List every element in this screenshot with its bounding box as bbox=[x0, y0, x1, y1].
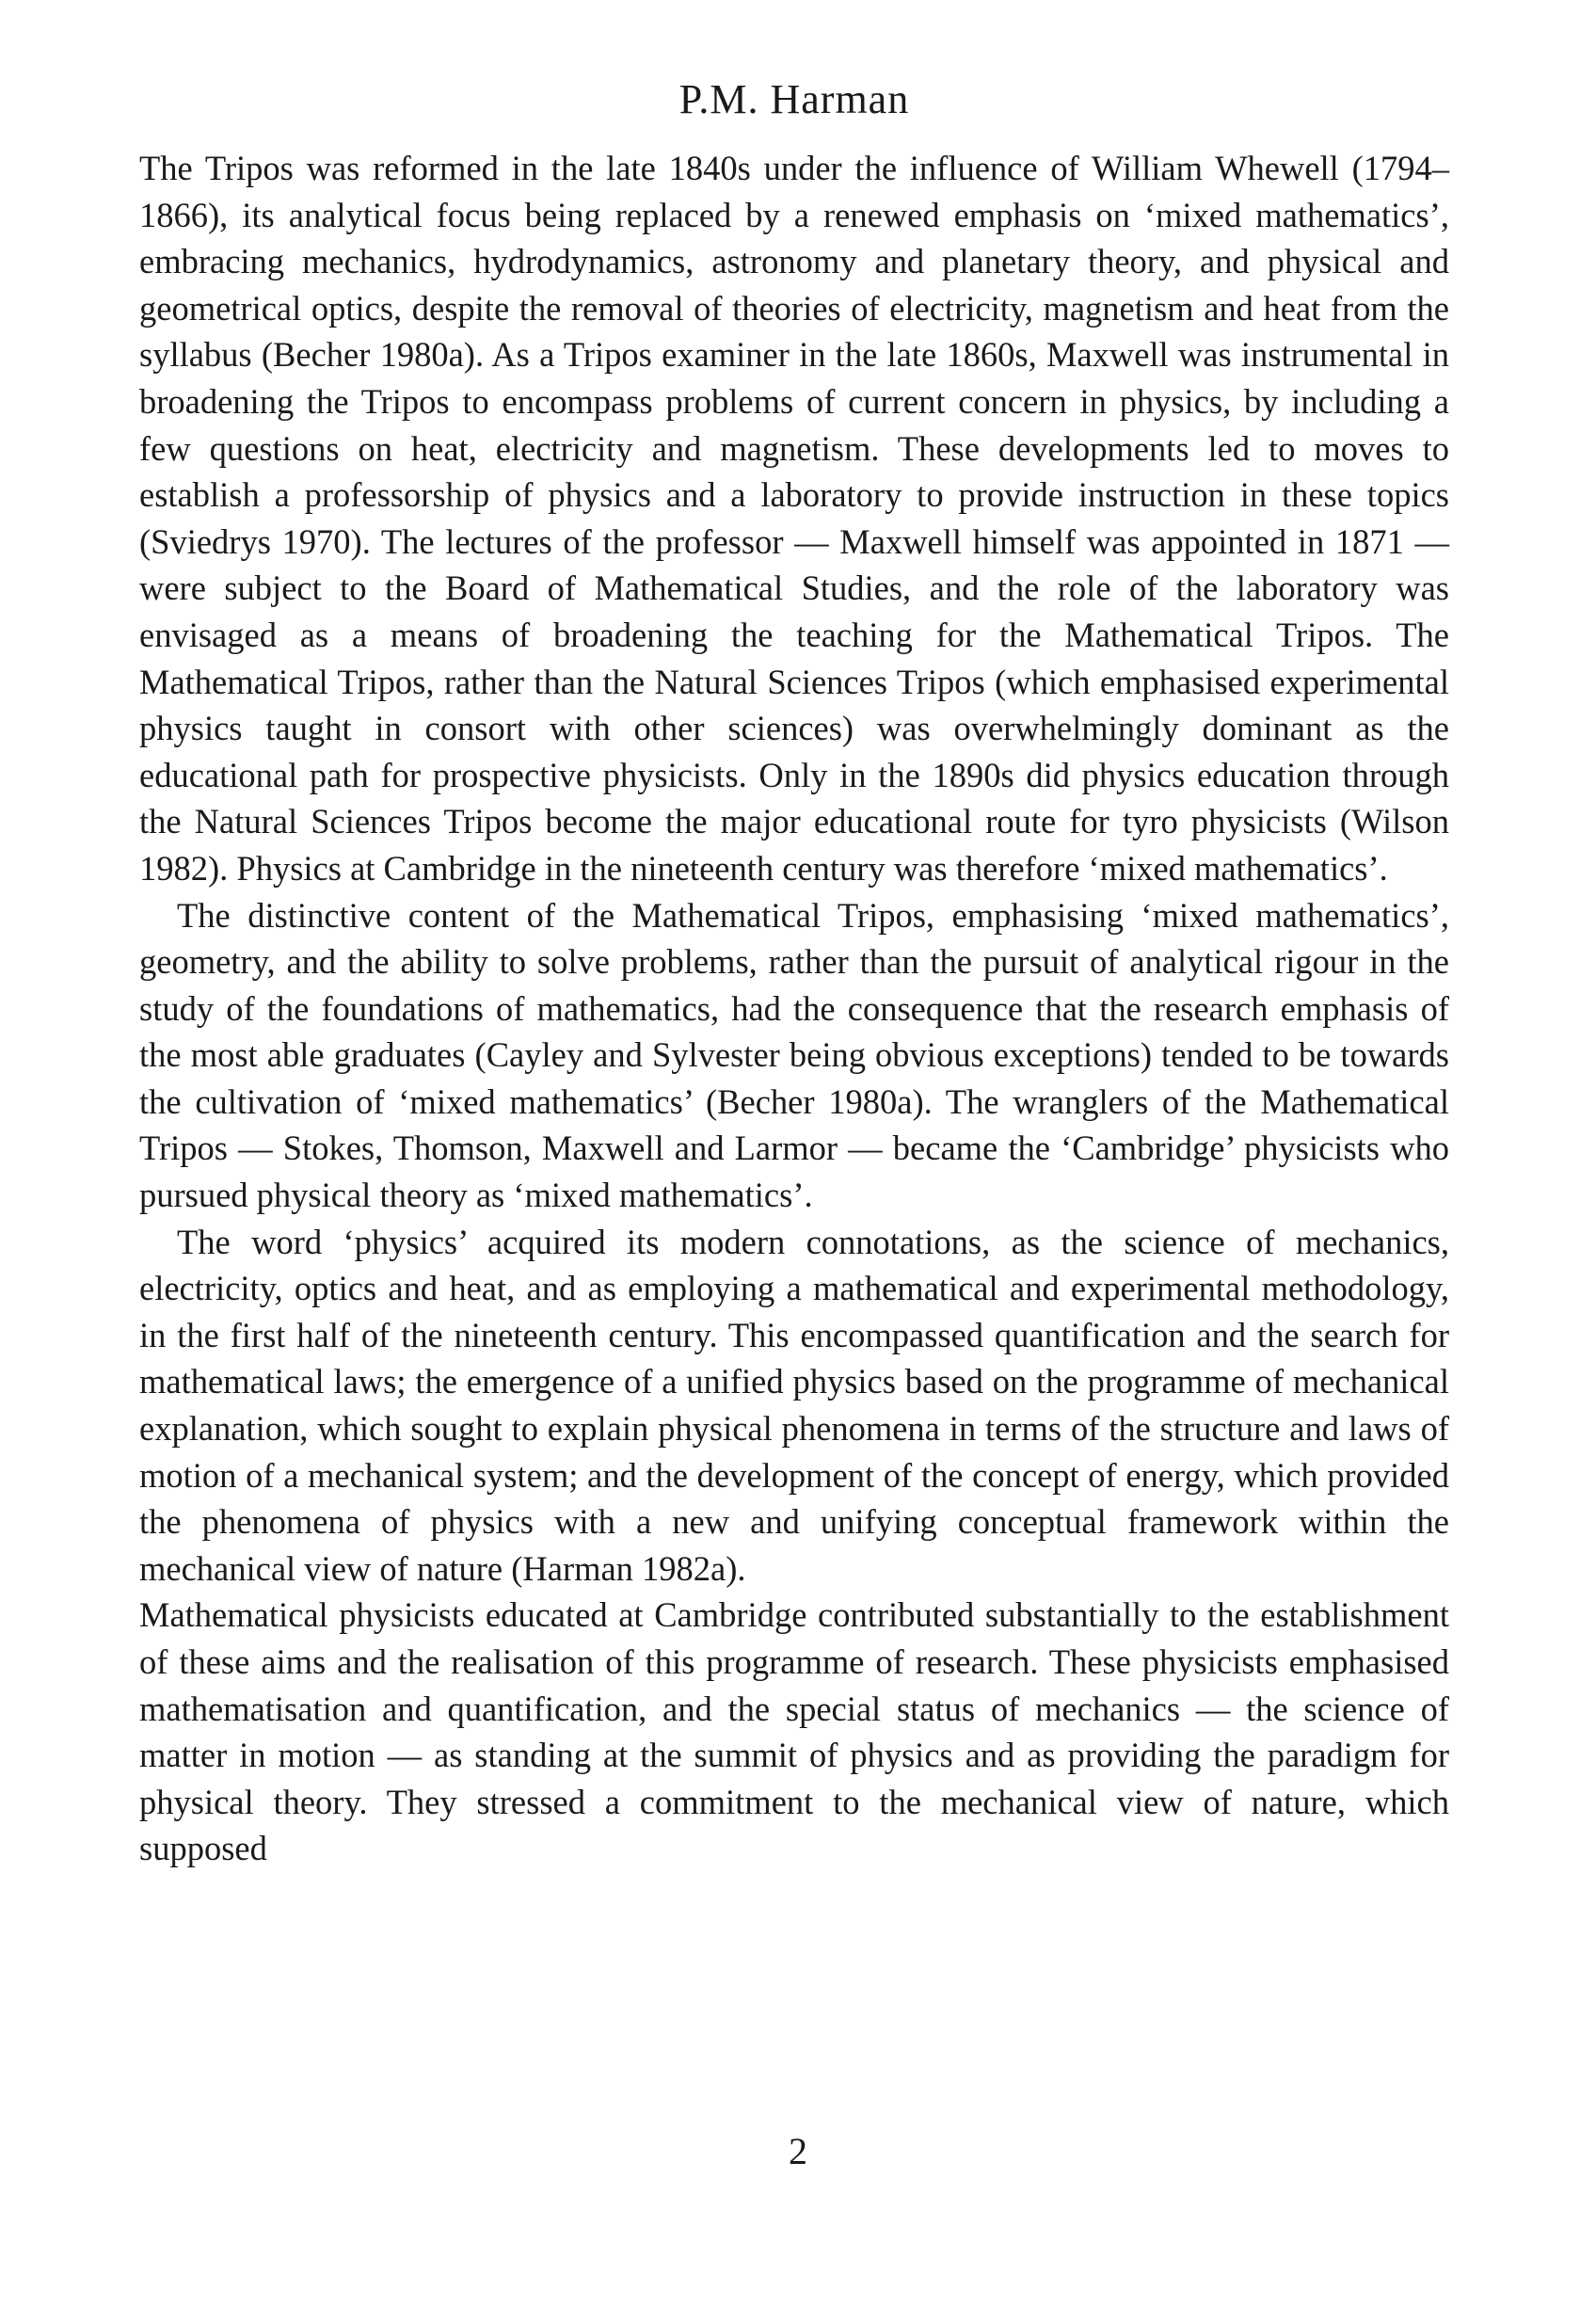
paragraph-3: The word ‘physics’ acquired its modern connotations, as the science of mechanics, electricity, optics and heat, and as employing a mathematical and experimental methodology, in the first half of the nineteenth century. This encompassed quantification and the search for mathematical laws; the emergence of a unified physics based on the programme of mechanical explanation, which sought to explain physical phenomena in terms of the structure and laws of motion of a mechanical system; and the development of the concept of energy, which provided the phenomena of physics with a new and unifying conceptual framework within the mechanical view of nature (Harman 1982a). bbox=[139, 1222, 1449, 1588]
paragraph-2: The distinctive content of the Mathematical Tripos, emphasising ‘mixed mathematics’, geometry, and the ability to solve problems, rather than the pursuit of analytical rigour in the study of the foundations of mathematics, had the consequence that the research emphasis of the most able graduates (Cayley and Sylvester being obvious exceptions) tended to be towards the cultivation of ‘mixed mathematics’ (Becher 1980a). The wranglers of the Mathematical Tripos — Stokes, Thomson, Maxwell and Larmor — became the ‘Cambridge’ physicists who pursued physical theory as ‘mixed mathematics’. bbox=[139, 895, 1449, 1215]
page bbox=[139, 75, 1449, 1872]
paragraph-1: The Tripos was reformed in the late 1840s under the influence of William Whewell (1794–1866), its analytical focus being replaced by a renewed emphasis on ‘mixed mathematics’, embracing mechanics, hydrodynamics, astronomy and planetary theory, and physical and geometrical optics, despite the removal of theories of electricity, magnetism and heat from the syllabus (Becher 1980a). As a Tripos examiner in the late 1860s, Maxwell was instrumental in broadening the Tripos to encompass problems of current concern in physics, by including a few questions on heat, electricity and magnetism. These developments led to moves to establish a professorship of physics and a laboratory to provide instruction in these topics (Sviedrys 1970). The lectures of the professor — Maxwell himself was appointed in 1871 — were subject to the Board of Mathematical Studies, and the role of the laboratory was envisaged as a means of broadening the teaching for the Mathematical Tripos. The Mathematical Tripos, rather than the Natural Sciences Tripos (which emphasised experimental physics taught in consort with other sciences) was overwhelmingly dominant as the educational path for prospective physicists. Only in the 1890s did physics education through the Natural Sciences Tripos become the major educational route for tyro physicists (Wilson 1982). Physics at Cambridge in the nineteenth century was therefore ‘mixed mathematics’. bbox=[139, 149, 1449, 888]
running-head: P.M. Harman bbox=[678, 76, 910, 122]
body-text bbox=[139, 145, 1449, 1872]
paragraph-4: Mathematical physicists educated at Cambridge contributed substantially to the establishment of these aims and the realisation of this programme of research. These physicists emphasised mathematisation and quantification, and the special status of mechanics — the science of matter in motion — as standing at the summit of physics and as providing the paradigm for physical theory. They stressed a commitment to the mechanical view of nature, which supposed bbox=[139, 1595, 1449, 1868]
page-number: 2 bbox=[789, 2130, 807, 2172]
